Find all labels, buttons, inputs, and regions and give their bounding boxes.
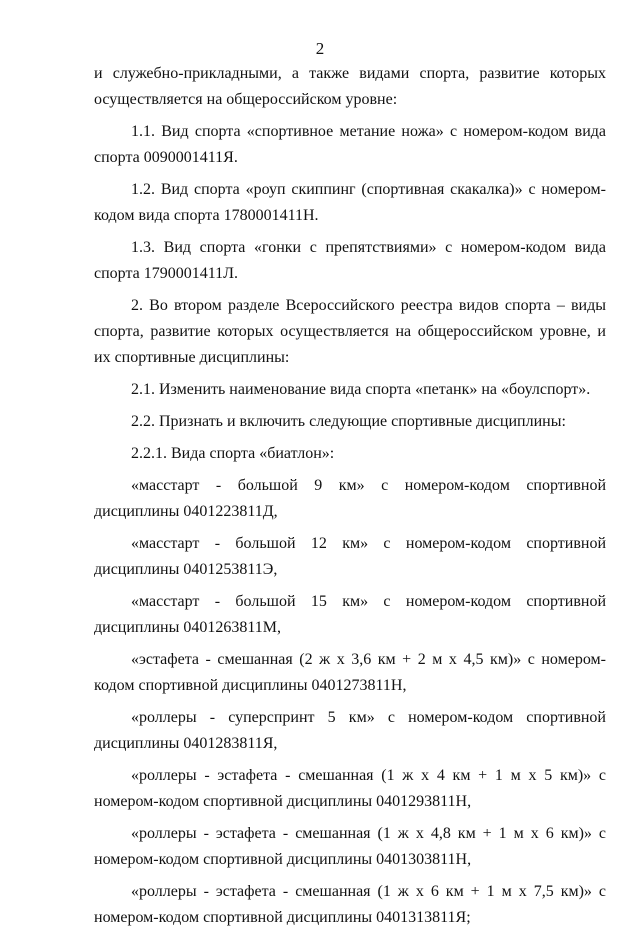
- paragraph: «роллеры - эстафета - смешанная (1 ж х 4 км + 1 м х 5 км)» с номером-кодом спортивной дисциплины 0401293811Н,: [94, 767, 606, 810]
- paragraph: «масстарт - большой 15 км» с номером-кодом спортивной дисциплины 0401263811М,: [94, 593, 606, 636]
- paragraph: «роллеры - эстафета - смешанная (1 ж х 6 км + 1 м х 7,5 км)» с номером-кодом спортивной дисциплины 0401313811Я;: [94, 883, 606, 926]
- paragraph: «роллеры - суперспринт 5 км» с номером-кодом спортивной дисциплины 0401283811Я,: [94, 709, 606, 752]
- paragraph: «масстарт - большой 12 км» с номером-кодом спортивной дисциплины 0401253811Э,: [94, 535, 606, 578]
- paragraph: «эстафета - смешанная (2 ж х 3,6 км + 2 м х 4,5 км)» с номером-кодом спортивной дисциплины 0401273811Н,: [94, 651, 606, 694]
- paragraph: 2.1. Изменить наименование вида спорта «петанк» на «боулспорт».: [131, 381, 591, 398]
- paragraph: 2. Во втором разделе Всероссийского реестра видов спорта – виды спорта, развитие которых осуществляется на общероссийском уровне, и их спортивные дисциплины:: [94, 297, 606, 366]
- paragraph: 1.2. Вид спорта «роуп скиппинг (спортивная скакалка)» с номером-кодом вида спорта 1780001411Н.: [94, 181, 606, 224]
- paragraph: и служебно-прикладными, а также видами спорта, развитие которых осуществляется на общероссийском уровне:: [94, 65, 606, 108]
- paragraph: 2.2.1. Вида спорта «биатлон»:: [131, 445, 335, 462]
- page-number: 2: [315, 39, 325, 58]
- paragraph: «масстарт - большой 9 км» с номером-кодом спортивной дисциплины 0401223811Д,: [94, 477, 606, 520]
- paragraph: 1.1. Вид спорта «спортивное метание ножа» с номером-кодом вида спорта 0090001411Я.: [94, 123, 606, 166]
- paragraph: «роллеры - эстафета - смешанная (1 ж х 4,8 км + 1 м х 6 км)» с номером-кодом спортивной дисциплины 0401303811Н,: [94, 825, 606, 868]
- paragraph: 1.3. Вид спорта «гонки с препятствиями» с номером-кодом вида спорта 1790001411Л.: [94, 239, 606, 282]
- paragraph: 2.2. Признать и включить следующие спортивные дисциплины:: [131, 413, 566, 430]
- document-body: [94, 61, 606, 937]
